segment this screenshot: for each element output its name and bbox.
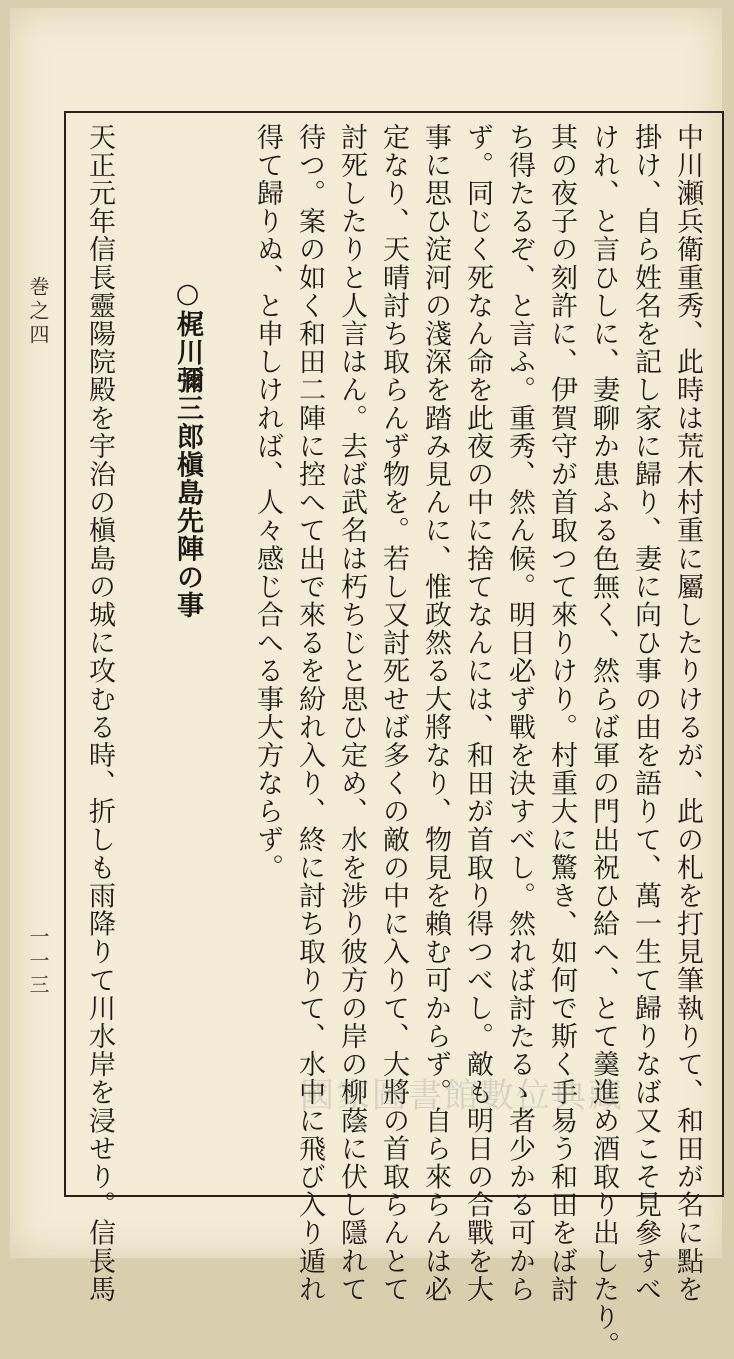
page-number: 一一三	[26, 926, 50, 998]
text-column-15: 天正元年信長靈陽院殿を宇治の槇島の城に攻むる時、折しも雨降りて川水岸を浸せり。信長馬	[84, 123, 115, 1304]
text-column-1: 中川瀬兵衛重秀、此時は荒木村重に屬したりけるが、此の札を打見筆執りて、和田が名に點を	[672, 123, 703, 1304]
text-column-10: 待つ。案の如く和田二陣に控へて出で來るを紛れ入り、終に討ち取りて、水中に飛び入り遁れ	[294, 123, 325, 1304]
text-column-11: 得て歸りぬ、と申しければ、人々感じ合へる事大方ならず。	[252, 123, 283, 882]
text-column-4: 其の夜子の刻許に、伊賀守が首取つて來りけり。村重大に驚き、如何で斯く手易う和田をば討	[546, 123, 577, 1304]
text-column-7: 事に思ひ淀河の淺深を踏み見んに、惟政然る大將なり、物見を賴む可からず。自ら來らんは必	[420, 123, 451, 1304]
text-frame	[64, 111, 724, 1359]
volume-label: 巻之四	[26, 276, 50, 348]
text-column-3: けれ、と言ひしに、妻聊か患ふる色無く、然らば軍の門出祝ひ給へ、とて羹進め酒取り出したり。	[588, 123, 619, 1359]
text-column-9: 討死したりと人言はん。去ば武名は朽ちじと思ひ定め、水を涉り彼方の岸の柳蔭に伏し隱れて	[336, 123, 367, 1304]
book-page	[10, 8, 722, 1359]
section-heading: ○梶川彌三郎槇島先陣の事	[172, 278, 203, 620]
text-column-5: ち得たるぞ、と言ふ。重秀、然ん候。明日必ず戰を決すべし。然れば討たるゝ者少かる可から	[504, 123, 535, 1304]
text-column-6: ず。同じく死なん命を此夜の中に捨てなんには、和田が首取り得つべし。敵も明日の合戰を大	[462, 123, 493, 1304]
text-column-8: 定なり、天晴討ち取らんず物を。若し又討死せば多くの敵の中に入りて、大將の首取らんとて	[378, 123, 409, 1304]
text-column-2: 掛け、自ら姓名を記し家に歸り、妻に向ひ事の由を語りて、萬一生て歸りなば又こそ見參すべ	[630, 123, 661, 1304]
library-watermark: 國家圖書館數位典藏	[300, 1076, 624, 1116]
